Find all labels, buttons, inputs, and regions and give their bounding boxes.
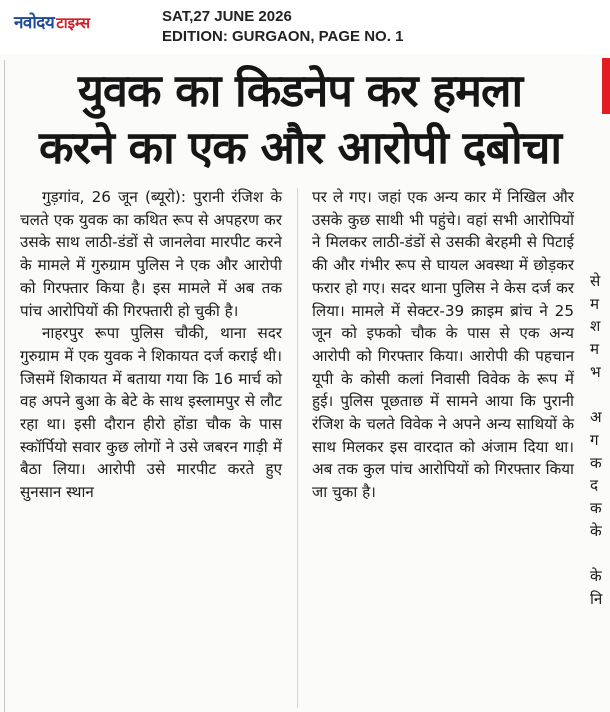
- fragment-line: भ: [590, 362, 601, 381]
- logo-text-secondary: टाइम्स: [56, 14, 91, 32]
- fragment-line: से: [590, 272, 601, 290]
- fragment-line: के: [590, 566, 602, 585]
- left-border: [4, 60, 5, 712]
- fragment-line: ग: [590, 430, 599, 449]
- article-column-2: [312, 186, 574, 504]
- fragment-line: नि: [590, 589, 603, 608]
- headline-line-2: करने का एक और आरोपी दबोचा: [38, 121, 562, 174]
- fragment-line: म: [590, 294, 600, 313]
- paragraph: पर ले गए। जहां एक अन्य कार में निखिल और उसके कुछ साथी भी पहुंचे। वहां सभी आरोपियों ने मिलकर लाठी-डंडों से उसकी बेरहमी से पिटाई की और गंभीर रूप से घायल अवस्था में छोड़कर फरार हो गए। सदर थाना पुलिस ने केस दर्ज कर लिया। मामले में सेक्टर-39 क्राइम ब्रांच ने 25 जून को इफको चौक के पास से एक अन्य आरोपी को गिरफ्तार किया। आरोपी की पहचान यूपी के कोसी कलां निवासी विवेक के रूप में हुई। पुलिस पूछताछ में सामने आया कि पुरानी रंजिश के चलते विवेक ने अपने अन्य साथियों के साथ मिलकर इस वारदात को अंजाम दिया था। अब तक कुल पांच आरोपियों को गिरफ्तार किया जा चुका है।: [312, 188, 574, 502]
- fragment-line: क: [590, 453, 602, 472]
- neighbor-red-banner: [602, 58, 610, 114]
- logo-text-main: नवोदय: [14, 13, 55, 33]
- paragraph: नाहरपुर रूपा पुलिस चौकी, थाना सदर गुरुग्राम में एक युवक ने शिकायत दर्ज कराई थी। जिसमें शिकायत में बताया गया कि 16 मार्च को वह अपने बुआ के बेटे के साथ इस्लामपुर से लौट रहा था। इसी दौरान हीरो होंडा चौक के पास स्कॉर्पियो सवार कुछ लोगों ने उसे जबरन गाड़ी में बैठा लिया। आरोपी उसे मारपीट करते हुए सुनसान स्थान: [20, 324, 282, 502]
- article-headline: [10, 62, 590, 176]
- fragment-line: अ: [590, 408, 602, 427]
- headline-line-1: युवक का किडनेप कर हमला: [77, 64, 523, 117]
- column-divider: [297, 188, 298, 708]
- edition-info: [162, 7, 403, 47]
- masthead: [0, 0, 610, 54]
- fragment-line: के: [590, 521, 602, 540]
- fragment-line: द: [590, 476, 599, 495]
- newspaper-logo: [14, 10, 90, 34]
- fragment-line: क: [590, 498, 602, 517]
- edition-page: EDITION: GURGAON, PAGE NO. 1: [162, 28, 404, 45]
- fragment-line: म: [590, 340, 600, 359]
- article-column-1: [20, 186, 282, 504]
- publication-date: SAT,27 JUNE 2026: [162, 8, 292, 25]
- neighbor-article-fragment: [590, 270, 610, 610]
- paragraph: गुड़गांव, 26 जून (ब्यूरो): पुरानी रंजिश के चलते एक युवक का कथित रूप से अपहरण कर उसके साथ लाठी-डंडों से जानलेवा मारपीट करने के मामले में गुरुग्राम पुलिस ने एक और आरोपी को गिरफ्तार किया है। इस मामले में अब तक पांच आरोपियों की गिरफ्तारी हो चुकी है।: [20, 188, 282, 320]
- fragment-line: श: [590, 317, 601, 336]
